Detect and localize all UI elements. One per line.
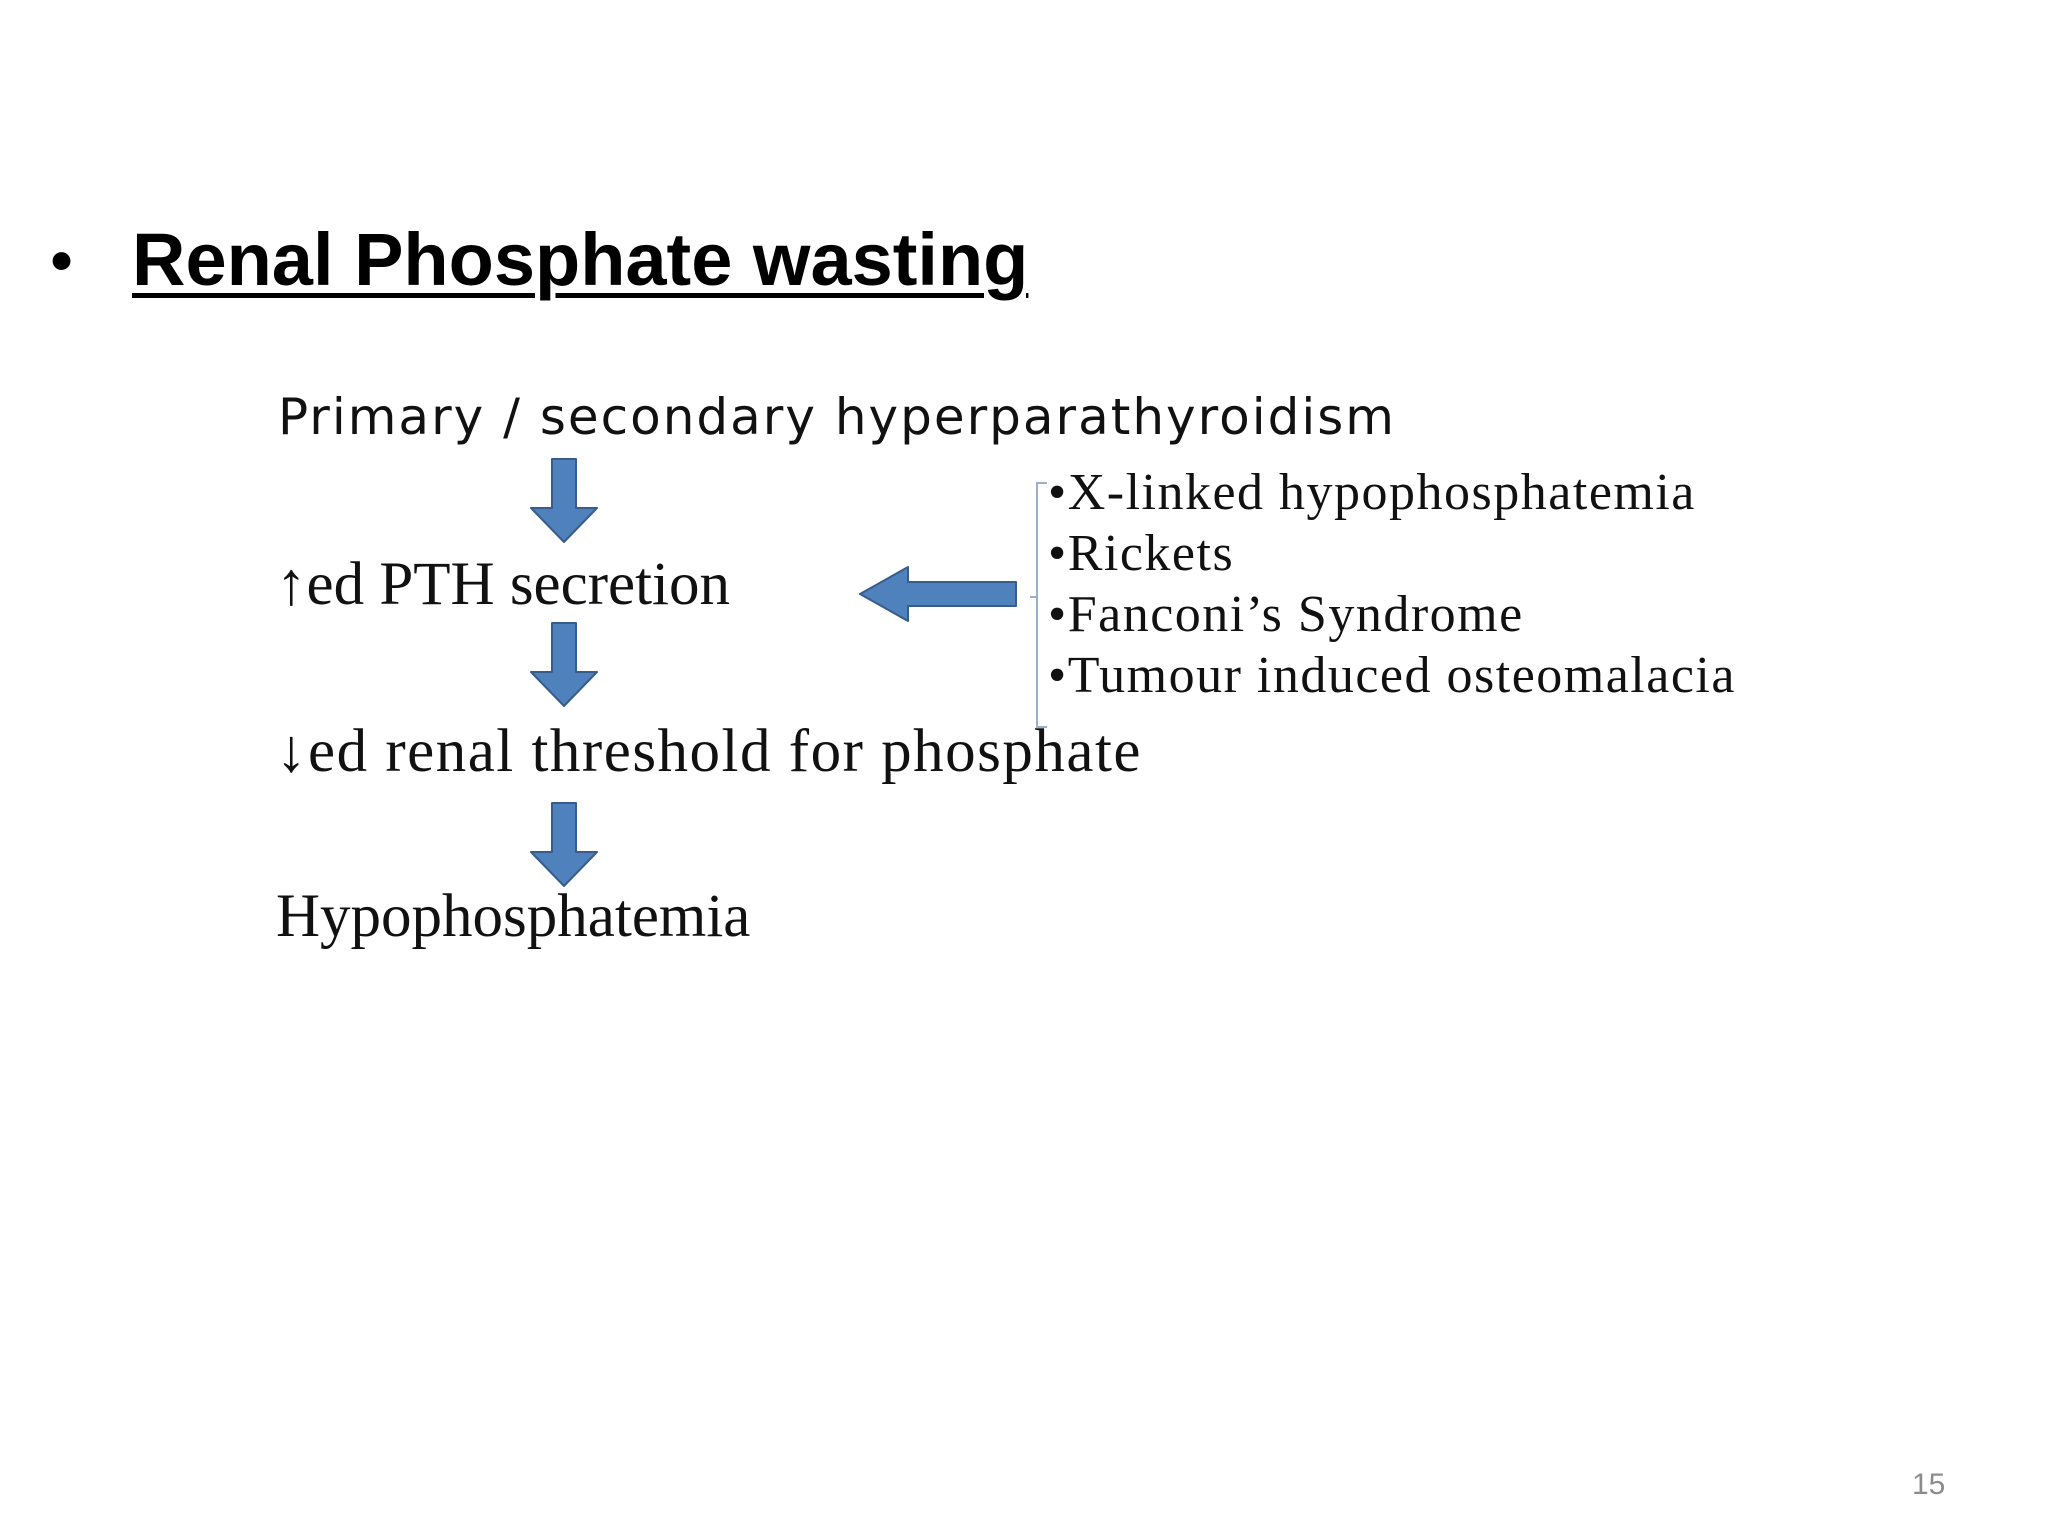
page-number: 15 (1912, 1468, 1946, 1501)
causes-list (1048, 462, 1736, 706)
down-arrow-2-icon (528, 622, 600, 708)
cause-item-fanconi: •Fanconi’s Syndrome (1048, 586, 1524, 643)
heading-bullet: • (50, 223, 74, 297)
cause-item-x-linked: •X-linked hypophosphatemia (1048, 464, 1696, 521)
flow-node-hyperparathyroidism: Primary / secondary hyperparathyroidism (278, 388, 1396, 446)
flow-node-hypophosphatemia: Hypophosphatemia (276, 883, 751, 950)
left-arrow-icon (858, 565, 1018, 623)
down-arrow-3-icon (528, 802, 600, 888)
cause-item-tumour-osteomalacia: •Tumour induced osteomalacia (1048, 647, 1736, 704)
flow-node-pth-secretion: ↑ed PTH secretion (276, 551, 730, 618)
cause-item-rickets: •Rickets (1048, 525, 1235, 582)
flow-node-renal-threshold: ↓ed renal threshold for phosphate (276, 718, 1142, 785)
down-arrow-1-icon (528, 458, 600, 544)
causes-bracket (1036, 482, 1047, 728)
slide-heading: Renal Phosphate wasting (132, 218, 1029, 301)
causes-bracket-tick (1030, 596, 1038, 598)
